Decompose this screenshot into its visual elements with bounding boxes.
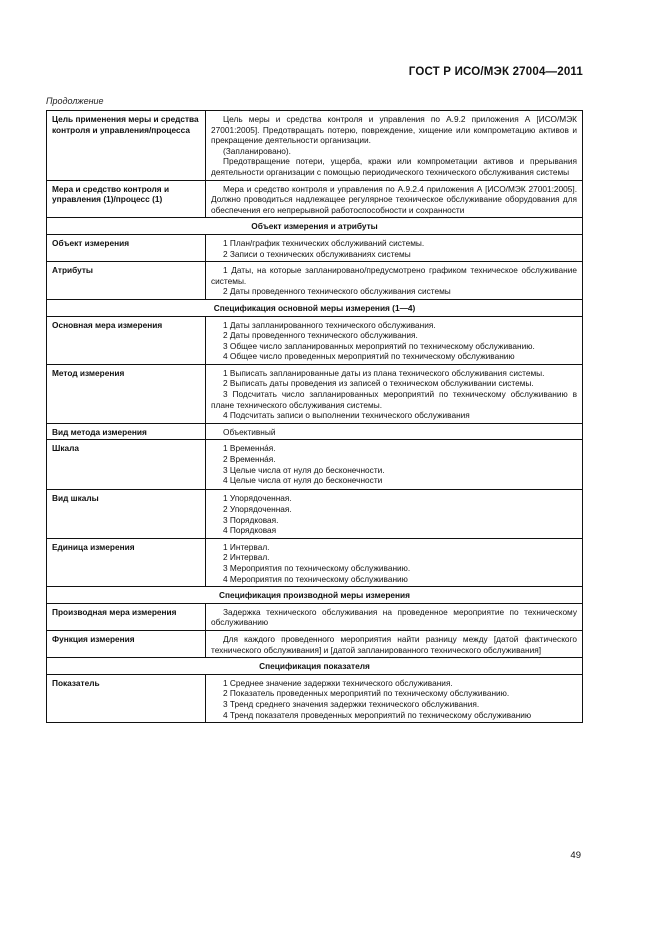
row-content bbox=[206, 490, 583, 538]
table-row bbox=[47, 423, 583, 440]
table-row bbox=[47, 180, 583, 218]
row-content bbox=[206, 262, 583, 300]
list-item: 4 Общее число проведенных мероприятий по техническому обслуживанию bbox=[223, 351, 515, 362]
list-item: 4 Порядковая bbox=[223, 525, 277, 536]
list-item: 2 Выписать даты проведения из записей о техническом обслуживании системы. bbox=[223, 378, 534, 389]
continued-label: Продолжение bbox=[46, 96, 104, 106]
list-item: 3 Целые числа от нуля до бесконечности. bbox=[223, 464, 385, 475]
row-label: Показатель bbox=[47, 674, 206, 722]
section-heading: Объект измерения и атрибуты bbox=[47, 218, 583, 235]
row-content bbox=[206, 674, 583, 722]
list-item: 3 Мероприятия по техническому обслуживанию. bbox=[223, 563, 411, 573]
paragraph: Задержка технического обслуживания на проведенное мероприятие по техническому обслуживанию bbox=[211, 606, 577, 628]
row-content bbox=[206, 180, 583, 218]
list-item: 2 Записи о технических обслуживаниях системы bbox=[223, 248, 411, 259]
table-row bbox=[47, 538, 583, 586]
standard-title: ГОСТ Р ИСО/МЭК 27004—2011 bbox=[408, 66, 583, 78]
page-number: 49 bbox=[570, 850, 581, 861]
row-label: Единица измерения bbox=[47, 538, 206, 586]
row-label: Метод измерения bbox=[47, 364, 206, 423]
row-content bbox=[206, 538, 583, 586]
list-item: 4 Мероприятия по техническому обслуживанию bbox=[223, 573, 408, 584]
table-row bbox=[47, 630, 583, 657]
specification-table bbox=[46, 110, 583, 723]
section-row bbox=[47, 658, 583, 675]
row-content bbox=[206, 316, 583, 364]
section-row bbox=[47, 587, 583, 604]
section-row bbox=[47, 218, 583, 235]
table-row bbox=[47, 674, 583, 722]
list-item: 1 Даты, на которые запланировано/предусмотрено графиком техническое обслуживание системы. bbox=[211, 265, 577, 286]
row-label: Функция измерения bbox=[47, 630, 206, 657]
section-heading: Спецификация производной меры измерения bbox=[47, 587, 583, 604]
row-content bbox=[206, 603, 583, 630]
row-content bbox=[206, 440, 583, 490]
table-row bbox=[47, 440, 583, 490]
list-item: 1 Среднее значение задержки технического обслуживания. bbox=[223, 677, 453, 688]
row-label: Атрибуты bbox=[47, 262, 206, 300]
table-row bbox=[47, 364, 583, 423]
row-label: Вид шкалы bbox=[47, 490, 206, 538]
row-label: Основная мера измерения bbox=[47, 316, 206, 364]
row-label: Шкала bbox=[47, 440, 206, 490]
row-content bbox=[206, 364, 583, 423]
row-content bbox=[206, 423, 583, 440]
table-row bbox=[47, 262, 583, 300]
paragraph: Цель меры и средства контроля и управления по А.9.2 приложения А [ИСО/МЭК 27001:2005]. Предотвращать потерю, повреждение, хищение или компрометацию активов и прекращение деятельности организации. bbox=[211, 114, 577, 146]
list-item: 2 Даты проведенного технического обслуживания системы bbox=[223, 286, 451, 297]
row-label: Цель применения меры и средства контроля и управления/процесса bbox=[47, 111, 206, 181]
list-item: 1 Упорядоченная. bbox=[223, 493, 292, 504]
row-content bbox=[206, 234, 583, 261]
table-row bbox=[47, 603, 583, 630]
list-item: 1 Даты запланированного технического обслуживания. bbox=[223, 319, 436, 330]
list-item: 1 План/график технических обслуживаний системы. bbox=[223, 237, 425, 248]
list-item: 1 Временна́я. bbox=[223, 443, 276, 454]
table-row bbox=[47, 316, 583, 364]
row-label: Производная мера измерения bbox=[47, 603, 206, 630]
section-heading: Спецификация показателя bbox=[47, 658, 583, 675]
list-item: 2 Временна́я. bbox=[223, 454, 276, 465]
list-item: 3 Тренд среднего значения задержки технического обслуживания. bbox=[223, 698, 480, 709]
list-item: 3 Порядковая. bbox=[223, 514, 279, 525]
list-item: 2 Интервал. bbox=[223, 552, 270, 563]
table-row bbox=[47, 234, 583, 261]
list-item: 1 Интервал. bbox=[223, 541, 270, 552]
row-content bbox=[206, 630, 583, 657]
list-item: 3 Подсчитать число запланированных мероприятий по техническому обслуживанию в плане технического обслуживания системы. bbox=[211, 389, 577, 410]
section-heading: Спецификация основной меры измерения (1—4) bbox=[47, 299, 583, 316]
paragraph: (Запланировано). bbox=[223, 145, 291, 156]
table-row bbox=[47, 111, 583, 181]
list-item: 2 Показатель проведенных мероприятий по техническому обслуживанию. bbox=[223, 688, 510, 699]
row-content bbox=[206, 111, 583, 181]
paragraph: Мера и средство контроля и управления по А.9.2.4 приложения А [ИСО/МЭК 27001:2005]. Должно проводиться надлежащее регулярное техническое обслуживание оборудования для обеспечения его непрерывной работоспособности и сохранности bbox=[211, 183, 577, 215]
list-item: 2 Упорядоченная. bbox=[223, 504, 292, 515]
paragraph: Предотвращение потери, ущерба, кражи или компрометации активов и прерывания деятельности организации с помощью периодического технического обслуживания системы bbox=[211, 156, 577, 177]
list-item: 2 Даты проведенного технического обслуживания. bbox=[223, 330, 418, 341]
list-item: Объективный bbox=[223, 426, 276, 437]
row-label: Объект измерения bbox=[47, 234, 206, 261]
table-row bbox=[47, 490, 583, 538]
list-item: 1 Выписать запланированные даты из плана технического обслуживания системы. bbox=[223, 367, 545, 378]
section-row bbox=[47, 299, 583, 316]
list-item: 4 Целые числа от нуля до бесконечности bbox=[223, 475, 383, 486]
paragraph: Для каждого проведенного мероприятия найти разницу между [датой фактического технического обслуживания] и [датой запланированного технического обслуживания] bbox=[211, 633, 577, 655]
row-label: Вид метода измерения bbox=[47, 423, 206, 440]
list-item: 3 Общее число запланированных мероприятий по техническому обслуживанию. bbox=[223, 340, 535, 351]
row-label: Мера и средство контроля и управления (1)/процесс (1) bbox=[47, 180, 206, 218]
list-item: 4 Тренд показателя проведенных мероприятий по техническому обслуживанию bbox=[223, 709, 532, 720]
list-item: 4 Подсчитать записи о выполнении технического обслуживания bbox=[223, 410, 470, 421]
